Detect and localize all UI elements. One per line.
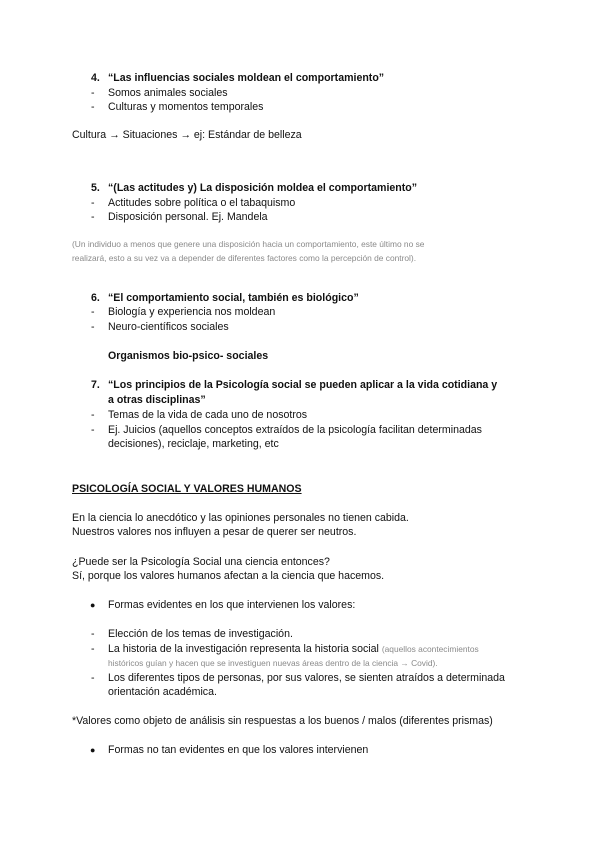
list-item-2a — [108, 642, 479, 656]
s4-title: “Las influencias sociales moldean el comportamiento” — [108, 72, 385, 84]
paragraph-1-line-1: En la ciencia lo anecdótico y las opiniones personales no tienen cabida. — [72, 512, 409, 524]
list-item-1: Elección de los temas de investigación. — [108, 628, 293, 640]
s4-number: 4. — [91, 72, 100, 84]
s6-number: 6. — [91, 292, 100, 304]
paragraph-2-line-1: ¿Puede ser la Psicología Social una ciencia entonces? — [72, 556, 330, 568]
list-item-2a-gray: (aquellos acontecimientos — [381, 644, 479, 654]
s5-aside-line-1: (Un individuo a menos que genere una disposición hacia un comportamiento, este último no se — [72, 239, 425, 249]
bullet-dot: ● — [90, 600, 96, 610]
s7-number: 7. — [91, 379, 100, 391]
s6-item-2: Neuro-científicos sociales — [108, 321, 229, 333]
list-item-2a-main: La historia de la investigación representa la historia social — [108, 643, 379, 655]
s4-item-2: Culturas y momentos temporales — [108, 101, 264, 113]
s5-aside-line-2: realizará, esto a su vez va a depender de diferentes factores como la percepción de control). — [72, 253, 417, 263]
values-note: *Valores como objeto de análisis sin respuestas a los buenos / malos (diferentes prismas) — [72, 715, 493, 727]
section-heading: PSICOLOGÍA SOCIAL Y VALORES HUMANOS — [72, 483, 302, 495]
paragraph-1-line-2: Nuestros valores nos influyen a pesar de querer ser neutros. — [72, 526, 357, 538]
dash: - — [91, 643, 95, 655]
s6-sub: Organismos bio-psico- sociales — [108, 350, 269, 362]
list-item-3a: Los diferentes tipos de personas, por sus valores, se sienten atraídos a determinada — [108, 672, 505, 684]
dash: - — [91, 409, 95, 421]
s5-item-2: Disposición personal. Ej. Mandela — [108, 211, 268, 223]
paragraph-2-line-2: Sí, porque los valores humanos afectan a la ciencia que hacemos. — [72, 570, 385, 582]
s6-item-1: Biología y experiencia nos moldean — [108, 306, 276, 318]
dash: - — [91, 424, 95, 436]
s5-number: 5. — [91, 182, 100, 194]
dash: - — [91, 87, 95, 99]
dash: - — [91, 101, 95, 113]
bullet-1-text: Formas evidentes en los que intervienen los valores: — [108, 599, 356, 611]
s7-title-line-1: “Los principios de la Psicología social se pueden aplicar a la vida cotidiana y — [108, 379, 498, 391]
list-item-3b: orientación académica. — [108, 686, 217, 698]
s5-title: “(Las actitudes y) La disposición moldea el comportamiento” — [108, 182, 418, 194]
bullet-dot: ● — [90, 745, 96, 755]
list-item-2b: históricos guían y hacen que se investiguen nuevas áreas dentro de la ciencia → Covid). — [108, 658, 438, 668]
bullet-2-text: Formas no tan evidentes en que los valores intervienen — [108, 744, 369, 756]
dash: - — [91, 321, 95, 333]
dash: - — [91, 197, 95, 209]
dash: - — [91, 628, 95, 640]
s5-item-1: Actitudes sobre política o el tabaquismo — [108, 197, 296, 209]
dash: - — [91, 306, 95, 318]
s6-title: “El comportamiento social, también es biológico” — [108, 292, 359, 304]
s7-title-line-2: a otras disciplinas” — [108, 394, 206, 406]
s4-item-1: Somos animales sociales — [108, 87, 228, 99]
s4-note: Cultura → Situaciones → ej: Estándar de belleza — [72, 129, 302, 141]
s7-item-1: Temas de la vida de cada uno de nosotros — [108, 409, 308, 421]
s7-item-2b: decisiones), reciclaje, marketing, etc — [108, 438, 279, 450]
dash: - — [91, 672, 95, 684]
s7-item-2a: Ej. Juicios (aquellos conceptos extraídos de la psicología facilitan determinadas — [108, 424, 482, 436]
dash: - — [91, 211, 95, 223]
